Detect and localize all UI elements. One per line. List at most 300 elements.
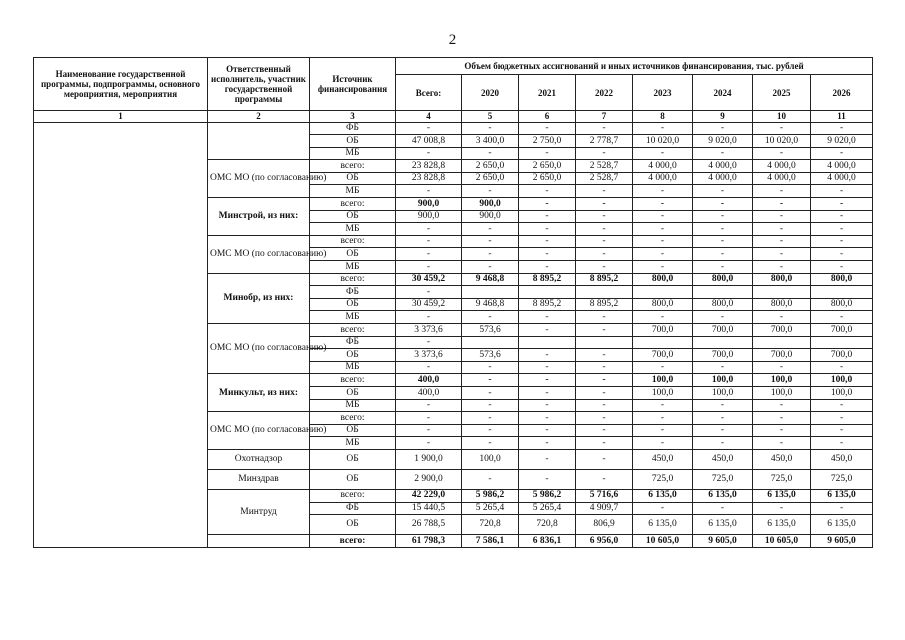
total-value-cell: 10 605,0 <box>753 535 811 548</box>
source-cell: ФБ <box>310 502 396 515</box>
executor-cell: Минздрав <box>208 469 310 489</box>
value-cell: - <box>576 185 633 198</box>
value-cell: 6 135,0 <box>753 489 811 502</box>
value-cell: 725,0 <box>633 469 693 489</box>
value-cell: 700,0 <box>693 349 753 362</box>
value-cell: 725,0 <box>753 469 811 489</box>
value-cell <box>576 286 633 299</box>
value-cell: - <box>753 437 811 450</box>
value-cell: - <box>753 399 811 412</box>
value-cell: - <box>753 210 811 223</box>
value-cell: - <box>576 248 633 261</box>
value-cell: - <box>753 248 811 261</box>
value-cell: - <box>811 261 873 274</box>
value-cell: - <box>576 147 633 160</box>
value-cell: - <box>462 122 519 135</box>
value-cell: - <box>519 374 576 387</box>
value-cell <box>633 286 693 299</box>
value-cell: - <box>462 185 519 198</box>
value-cell <box>693 336 753 349</box>
value-cell: 23 828,8 <box>396 172 462 185</box>
value-cell: - <box>811 502 873 515</box>
source-cell: ОБ <box>310 449 396 469</box>
value-cell: - <box>462 374 519 387</box>
value-cell: - <box>396 261 462 274</box>
value-cell: 6 135,0 <box>633 515 693 535</box>
value-cell: - <box>519 185 576 198</box>
value-cell: - <box>633 399 693 412</box>
source-cell: ОБ <box>310 210 396 223</box>
value-cell: 1 900,0 <box>396 449 462 469</box>
value-cell: 2 650,0 <box>462 172 519 185</box>
value-cell: - <box>633 361 693 374</box>
value-cell: - <box>811 198 873 211</box>
value-cell: - <box>396 122 462 135</box>
value-cell: 100,0 <box>753 386 811 399</box>
value-cell: 900,0 <box>462 210 519 223</box>
value-cell: - <box>396 424 462 437</box>
value-cell: 4 000,0 <box>693 172 753 185</box>
value-cell: 42 229,0 <box>396 489 462 502</box>
header-year: 2023 <box>633 75 693 111</box>
value-cell: - <box>519 437 576 450</box>
total-executor-cell <box>208 535 310 548</box>
value-cell: 2 650,0 <box>519 160 576 173</box>
executor-cell <box>208 122 310 160</box>
value-cell: - <box>753 502 811 515</box>
value-cell: 800,0 <box>633 298 693 311</box>
value-cell: - <box>753 122 811 135</box>
column-number-row <box>34 111 873 123</box>
value-cell: - <box>693 122 753 135</box>
value-cell: 800,0 <box>753 273 811 286</box>
value-cell: 6 135,0 <box>633 489 693 502</box>
value-cell: 10 020,0 <box>753 135 811 148</box>
value-cell: 30 459,2 <box>396 273 462 286</box>
financing-table <box>33 57 873 548</box>
value-cell <box>633 336 693 349</box>
value-cell: 4 000,0 <box>753 172 811 185</box>
value-cell: 4 000,0 <box>811 160 873 173</box>
value-cell: 700,0 <box>753 324 811 337</box>
executor-cell: Минтруд <box>208 489 310 534</box>
value-cell: 8 895,2 <box>576 273 633 286</box>
value-cell: - <box>633 412 693 425</box>
value-cell: - <box>576 449 633 469</box>
value-cell: 573,6 <box>462 349 519 362</box>
column-number: 1 <box>34 111 208 123</box>
value-cell: - <box>576 424 633 437</box>
value-cell: 5 265,4 <box>519 502 576 515</box>
value-cell: - <box>811 122 873 135</box>
value-cell: - <box>811 147 873 160</box>
value-cell: 4 000,0 <box>753 160 811 173</box>
header-budget-group: Объем бюджетных ассигнований и иных источников финансирования, тыс. рублей <box>396 58 873 75</box>
value-cell: - <box>576 324 633 337</box>
value-cell <box>811 286 873 299</box>
value-cell: - <box>811 424 873 437</box>
value-cell: - <box>462 261 519 274</box>
column-number: 9 <box>693 111 753 123</box>
value-cell: - <box>576 361 633 374</box>
value-cell: 400,0 <box>396 386 462 399</box>
total-source-cell: всего: <box>310 535 396 548</box>
column-number: 4 <box>396 111 462 123</box>
source-cell: всего: <box>310 412 396 425</box>
value-cell: 800,0 <box>811 273 873 286</box>
value-cell: - <box>633 248 693 261</box>
value-cell: - <box>633 424 693 437</box>
value-cell: 2 528,7 <box>576 160 633 173</box>
value-cell: 450,0 <box>811 449 873 469</box>
value-cell: 725,0 <box>811 469 873 489</box>
total-value-cell: 61 798,3 <box>396 535 462 548</box>
value-cell: - <box>396 412 462 425</box>
value-cell: 700,0 <box>753 349 811 362</box>
value-cell: - <box>693 235 753 248</box>
value-cell: 8 895,2 <box>576 298 633 311</box>
value-cell: - <box>462 399 519 412</box>
value-cell: - <box>811 399 873 412</box>
value-cell: 720,8 <box>462 515 519 535</box>
value-cell: - <box>519 412 576 425</box>
value-cell: 2 900,0 <box>396 469 462 489</box>
header-executor: Ответственный исполнитель, участник государственной программы <box>208 58 310 111</box>
value-cell: - <box>693 311 753 324</box>
source-cell: всего: <box>310 160 396 173</box>
executor-cell: ОМС МО (по согласованию) <box>208 412 310 450</box>
value-cell: - <box>396 223 462 236</box>
source-cell: ОБ <box>310 172 396 185</box>
source-cell: МБ <box>310 437 396 450</box>
value-cell: 700,0 <box>633 324 693 337</box>
executor-cell: ОМС МО (по согласованию) <box>208 235 310 273</box>
value-cell: - <box>693 147 753 160</box>
value-cell: 5 986,2 <box>462 489 519 502</box>
value-cell: - <box>693 424 753 437</box>
value-cell: - <box>753 424 811 437</box>
header-row-1 <box>34 58 873 75</box>
value-cell: 30 459,2 <box>396 298 462 311</box>
value-cell: 806,9 <box>576 515 633 535</box>
header-year: 2020 <box>462 75 519 111</box>
value-cell: 100,0 <box>811 386 873 399</box>
total-value-cell: 10 605,0 <box>633 535 693 548</box>
source-cell: МБ <box>310 361 396 374</box>
source-cell: МБ <box>310 185 396 198</box>
value-cell: - <box>633 311 693 324</box>
source-cell: ФБ <box>310 286 396 299</box>
value-cell: - <box>396 361 462 374</box>
value-cell: - <box>462 147 519 160</box>
value-cell: - <box>519 122 576 135</box>
value-cell: - <box>396 399 462 412</box>
source-cell: всего: <box>310 198 396 211</box>
value-cell: - <box>519 235 576 248</box>
value-cell: 23 828,8 <box>396 160 462 173</box>
value-cell: 100,0 <box>462 449 519 469</box>
value-cell: 2 650,0 <box>462 160 519 173</box>
value-cell: - <box>633 502 693 515</box>
value-cell: - <box>753 223 811 236</box>
value-cell: 2 750,0 <box>519 135 576 148</box>
header-year: 2026 <box>811 75 873 111</box>
value-cell: 4 909,7 <box>576 502 633 515</box>
header-year: 2021 <box>519 75 576 111</box>
value-cell: - <box>753 412 811 425</box>
header-year: 2022 <box>576 75 633 111</box>
value-cell: - <box>396 311 462 324</box>
source-cell: всего: <box>310 374 396 387</box>
value-cell: - <box>633 185 693 198</box>
value-cell: - <box>519 361 576 374</box>
executor-cell: ОМС МО (по согласованию) <box>208 160 310 198</box>
value-cell: 6 135,0 <box>693 489 753 502</box>
header-program: Наименование государственной программы, подпрограммы, основного мероприятия, мероприятия <box>34 58 208 111</box>
value-cell: 100,0 <box>693 386 753 399</box>
value-cell: - <box>633 147 693 160</box>
value-cell: - <box>462 223 519 236</box>
value-cell: - <box>633 261 693 274</box>
value-cell: - <box>753 147 811 160</box>
value-cell: - <box>576 210 633 223</box>
value-cell: - <box>633 198 693 211</box>
value-cell: - <box>633 223 693 236</box>
total-value-cell: 9 605,0 <box>693 535 753 548</box>
value-cell: - <box>811 210 873 223</box>
column-number: 7 <box>576 111 633 123</box>
value-cell: - <box>576 399 633 412</box>
value-cell: - <box>753 261 811 274</box>
value-cell: - <box>576 122 633 135</box>
value-cell: 4 000,0 <box>811 172 873 185</box>
column-number: 3 <box>310 111 396 123</box>
value-cell: 9 020,0 <box>693 135 753 148</box>
value-cell: 725,0 <box>693 469 753 489</box>
column-number: 2 <box>208 111 310 123</box>
value-cell: - <box>396 185 462 198</box>
value-cell: - <box>693 502 753 515</box>
source-cell: ОБ <box>310 248 396 261</box>
value-cell: - <box>753 235 811 248</box>
value-cell: 9 468,8 <box>462 273 519 286</box>
value-cell <box>693 286 753 299</box>
value-cell: - <box>396 286 462 299</box>
source-cell: МБ <box>310 311 396 324</box>
value-cell: - <box>576 261 633 274</box>
value-cell: 100,0 <box>811 374 873 387</box>
value-cell: - <box>576 437 633 450</box>
value-cell: - <box>753 361 811 374</box>
value-cell: - <box>576 311 633 324</box>
value-cell: 6 135,0 <box>811 489 873 502</box>
value-cell: 6 135,0 <box>693 515 753 535</box>
value-cell: - <box>519 349 576 362</box>
value-cell: - <box>811 437 873 450</box>
value-cell: 900,0 <box>396 210 462 223</box>
value-cell: - <box>811 223 873 236</box>
value-cell: 47 008,8 <box>396 135 462 148</box>
header-year: 2024 <box>693 75 753 111</box>
source-cell: ОБ <box>310 386 396 399</box>
value-cell: 800,0 <box>811 298 873 311</box>
value-cell: 450,0 <box>633 449 693 469</box>
value-cell: - <box>396 235 462 248</box>
value-cell: - <box>462 424 519 437</box>
value-cell: - <box>519 324 576 337</box>
source-cell: всего: <box>310 324 396 337</box>
value-cell: - <box>519 449 576 469</box>
value-cell <box>576 336 633 349</box>
value-cell: 5 265,4 <box>462 502 519 515</box>
value-cell: - <box>693 185 753 198</box>
value-cell: 2 650,0 <box>519 172 576 185</box>
value-cell: - <box>811 361 873 374</box>
column-number: 6 <box>519 111 576 123</box>
source-cell: МБ <box>310 261 396 274</box>
value-cell: 100,0 <box>633 374 693 387</box>
value-cell <box>753 286 811 299</box>
value-cell: - <box>519 248 576 261</box>
value-cell: - <box>576 235 633 248</box>
value-cell: - <box>396 248 462 261</box>
value-cell: - <box>519 198 576 211</box>
value-cell: 100,0 <box>693 374 753 387</box>
value-cell: 2 528,7 <box>576 172 633 185</box>
value-cell: - <box>633 122 693 135</box>
source-cell: МБ <box>310 223 396 236</box>
value-cell: - <box>753 198 811 211</box>
source-cell: ОБ <box>310 469 396 489</box>
value-cell: 573,6 <box>462 324 519 337</box>
source-cell: ОБ <box>310 424 396 437</box>
value-cell: 4 000,0 <box>633 172 693 185</box>
column-number: 10 <box>753 111 811 123</box>
value-cell: 100,0 <box>633 386 693 399</box>
value-cell: - <box>519 223 576 236</box>
value-cell: - <box>693 198 753 211</box>
value-cell: - <box>462 412 519 425</box>
value-cell: - <box>519 311 576 324</box>
value-cell: 9 020,0 <box>811 135 873 148</box>
source-cell: всего: <box>310 235 396 248</box>
program-name-cell <box>34 122 208 547</box>
value-cell: - <box>811 311 873 324</box>
value-cell: - <box>519 469 576 489</box>
source-cell: ФБ <box>310 336 396 349</box>
value-cell: - <box>462 361 519 374</box>
value-cell: 8 895,2 <box>519 298 576 311</box>
total-value-cell: 7 586,1 <box>462 535 519 548</box>
value-cell: - <box>576 223 633 236</box>
total-value-cell: 6 836,1 <box>519 535 576 548</box>
source-cell: всего: <box>310 489 396 502</box>
value-cell <box>462 286 519 299</box>
value-cell: 700,0 <box>633 349 693 362</box>
value-cell: 10 020,0 <box>633 135 693 148</box>
value-cell: 6 135,0 <box>753 515 811 535</box>
source-cell: ОБ <box>310 349 396 362</box>
source-cell: ОБ <box>310 298 396 311</box>
value-cell: 800,0 <box>633 273 693 286</box>
value-cell: 450,0 <box>753 449 811 469</box>
value-cell: - <box>462 235 519 248</box>
executor-cell: Охотнадзор <box>208 449 310 469</box>
value-cell: 3 373,6 <box>396 349 462 362</box>
executor-cell: ОМС МО (по согласованию) <box>208 324 310 374</box>
value-cell: 400,0 <box>396 374 462 387</box>
value-cell: - <box>519 147 576 160</box>
value-cell: - <box>576 198 633 211</box>
value-cell: - <box>462 248 519 261</box>
value-cell: 100,0 <box>753 374 811 387</box>
column-number: 5 <box>462 111 519 123</box>
value-cell: - <box>462 311 519 324</box>
total-value-cell: 9 605,0 <box>811 535 873 548</box>
source-cell: МБ <box>310 147 396 160</box>
value-cell: 450,0 <box>693 449 753 469</box>
value-cell: - <box>519 261 576 274</box>
value-cell: - <box>811 235 873 248</box>
value-cell <box>519 336 576 349</box>
value-cell: 26 788,5 <box>396 515 462 535</box>
value-cell: - <box>462 469 519 489</box>
column-number: 8 <box>633 111 693 123</box>
executor-cell: Минкульт, из них: <box>208 374 310 412</box>
value-cell: - <box>396 147 462 160</box>
total-value-cell: 6 956,0 <box>576 535 633 548</box>
header-year: Всего: <box>396 75 462 111</box>
page-number: 2 <box>448 32 457 48</box>
value-cell: 900,0 <box>396 198 462 211</box>
executor-cell: Минстрой, из них: <box>208 198 310 236</box>
value-cell: - <box>693 223 753 236</box>
value-cell: - <box>633 437 693 450</box>
value-cell: - <box>396 336 462 349</box>
value-cell: 8 895,2 <box>519 273 576 286</box>
value-cell: - <box>693 437 753 450</box>
value-cell: 5 716,6 <box>576 489 633 502</box>
value-cell: - <box>576 469 633 489</box>
value-cell: 3 400,0 <box>462 135 519 148</box>
value-cell: 6 135,0 <box>811 515 873 535</box>
table-row <box>34 122 873 135</box>
value-cell: - <box>753 185 811 198</box>
value-cell: - <box>462 386 519 399</box>
value-cell <box>519 286 576 299</box>
value-cell: - <box>462 437 519 450</box>
value-cell: - <box>519 424 576 437</box>
value-cell: - <box>633 235 693 248</box>
value-cell: - <box>396 437 462 450</box>
value-cell: 800,0 <box>693 298 753 311</box>
value-cell: - <box>753 311 811 324</box>
value-cell: - <box>576 349 633 362</box>
source-cell: МБ <box>310 399 396 412</box>
header-year: 2025 <box>753 75 811 111</box>
value-cell: - <box>519 210 576 223</box>
value-cell: - <box>519 386 576 399</box>
value-cell <box>462 336 519 349</box>
value-cell: - <box>519 399 576 412</box>
value-cell: 3 373,6 <box>396 324 462 337</box>
value-cell: - <box>633 210 693 223</box>
source-cell: ОБ <box>310 515 396 535</box>
value-cell: - <box>576 374 633 387</box>
value-cell: 900,0 <box>462 198 519 211</box>
value-cell: - <box>693 210 753 223</box>
source-cell: ФБ <box>310 122 396 135</box>
